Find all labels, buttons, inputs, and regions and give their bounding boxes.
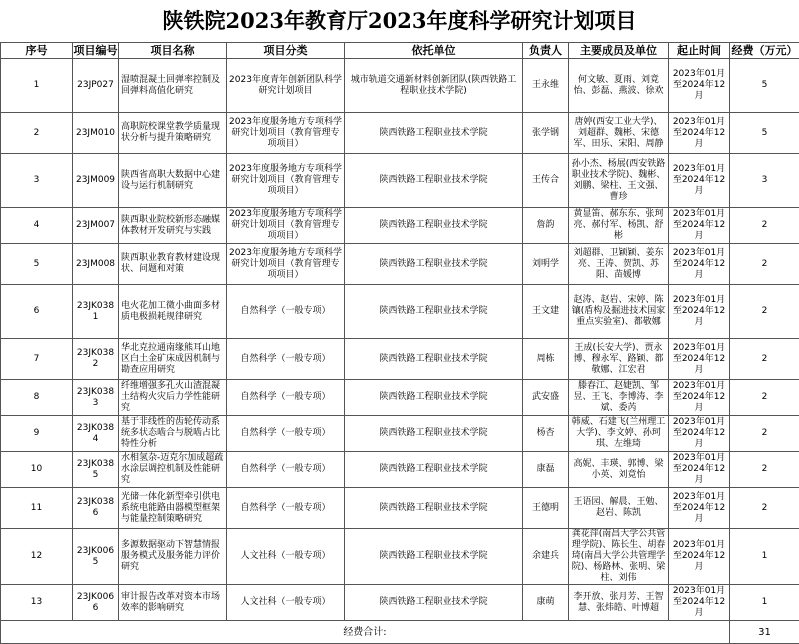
cell-period: 2023年01月至2024年12月 [669,113,730,154]
cell-members: 王语园、解晨、王勉、赵岩、陈凯 [569,488,669,529]
header-code: 项目编号 [73,43,119,59]
cell-period: 2023年01月至2024年12月 [669,339,730,380]
cell-name: 水相氢杂-迈克尔加成超疏水涂层调控机制及性能研究 [119,452,227,488]
cell-code: 23JM009 [73,154,119,208]
cell-name: 纤维增强多孔火山渣混凝土结构火灾后力学性能研究 [119,380,227,416]
cell-leader: 周栋 [523,339,569,380]
cell-members: 何文敏、夏雨、刘竟怡、彭磊、燕波、徐欢 [569,59,669,113]
table-row [1,208,799,244]
cell-period: 2023年01月至2024年12月 [669,416,730,452]
cell-category: 2023年度服务地方专项科学研究计划项目（教育管理专项项目） [227,244,345,285]
cell-leader: 康磊 [523,452,569,488]
cell-members: 孙小杰、杨展(西安铁路职业技术学院)、魏彬、刘鹏、梁柱、王文强、曹珍 [569,154,669,208]
cell-no: 2 [1,113,73,154]
cell-funds: 2 [730,208,799,244]
cell-funds: 2 [730,488,799,529]
cell-category: 自然科学（一般专项） [227,339,345,380]
cell-unit: 陕西铁路工程职业技术学院 [345,416,523,452]
cell-unit: 陕西铁路工程职业技术学院 [345,285,523,339]
cell-funds: 2 [730,416,799,452]
cell-category: 人文社科（一般专项） [227,529,345,585]
cell-unit: 陕西铁路工程职业技术学院 [345,113,523,154]
document-title: 陕铁院2023年教育厅2023年度科学研究计划项目 [0,0,799,42]
cell-no: 12 [1,529,73,585]
cell-leader: 王文建 [523,285,569,339]
cell-funds: 2 [730,380,799,416]
cell-category: 2023年度青年创新团队科学研究计划项目 [227,59,345,113]
cell-code: 23JM007 [73,208,119,244]
header-period: 起止时间 [669,43,730,59]
cell-funds: 2 [730,285,799,339]
cell-no: 10 [1,452,73,488]
table-row [1,113,799,154]
cell-funds: 5 [730,113,799,154]
cell-funds: 1 [730,529,799,585]
cell-name: 审计报告改革对资本市场效率的影响研究 [119,585,227,621]
cell-unit: 陕西铁路工程职业技术学院 [345,339,523,380]
cell-code: 23JK0385 [73,452,119,488]
cell-name: 光储一体化新型牵引供电系统电能路由器模型框架与能量控制策略研究 [119,488,227,529]
cell-period: 2023年01月至2024年12月 [669,452,730,488]
table-row [1,529,799,585]
cell-no: 1 [1,59,73,113]
cell-code: 23JK0066 [73,585,119,621]
cell-code: 23JM010 [73,113,119,154]
cell-no: 4 [1,208,73,244]
table-row [1,59,799,113]
cell-unit: 陕西铁路工程职业技术学院 [345,529,523,585]
cell-unit: 陕西铁路工程职业技术学院 [345,154,523,208]
table-row [1,380,799,416]
cell-category: 自然科学（一般专项） [227,452,345,488]
cell-category: 自然科学（一般专项） [227,416,345,452]
cell-code: 23JK0383 [73,380,119,416]
table-row [1,416,799,452]
cell-no: 11 [1,488,73,529]
header-funds: 经费（万元） [730,43,799,59]
cell-members: 滕春江、赵婕凯、邹昱、王飞、李博涛、李斌、委芮 [569,380,669,416]
cell-period: 2023年01月至2024年12月 [669,154,730,208]
table-header-row [1,43,799,59]
cell-unit: 陕西铁路工程职业技术学院 [345,452,523,488]
cell-leader: 詹韵 [523,208,569,244]
cell-name: 高职院校课堂教学质量现状分析与提升策略研究 [119,113,227,154]
cell-funds: 3 [730,154,799,208]
cell-no: 6 [1,285,73,339]
cell-name: 华北克拉通南缘熊耳山地区白土金矿床成因机制与勘查应用研究 [119,339,227,380]
cell-members: 龚花萍(南昌大学公共管理学院)、陈长生、胡春琦(南昌大学公共管理学院)、杨路林、张明、梁柱、刘伟 [569,529,669,585]
cell-category: 2023年度服务地方专项科学研究计划项目（教育管理专项项目） [227,154,345,208]
header-name: 项目名称 [119,43,227,59]
cell-period: 2023年01月至2024年12月 [669,529,730,585]
table-row [1,452,799,488]
cell-period: 2023年01月至2024年12月 [669,488,730,529]
table-row [1,285,799,339]
cell-name: 湿喷混凝土回弹率控制及回弹料高值化研究 [119,59,227,113]
cell-no: 3 [1,154,73,208]
header-members: 主要成员及单位 [569,43,669,59]
table-row [1,339,799,380]
cell-unit: 陕西铁路工程职业技术学院 [345,208,523,244]
cell-code: 23JK0065 [73,529,119,585]
cell-leader: 张学钢 [523,113,569,154]
cell-no: 8 [1,380,73,416]
header-unit: 依托单位 [345,43,523,59]
cell-leader: 王传合 [523,154,569,208]
cell-category: 人文社科（一般专项） [227,585,345,621]
table-row [1,154,799,208]
cell-name: 电火花加工微小曲面多材质电极损耗规律研究 [119,285,227,339]
cell-leader: 王德明 [523,488,569,529]
cell-members: 韩威、石建飞(兰州理工大学)、李文婷、孙珂琪、左维琦 [569,416,669,452]
cell-period: 2023年01月至2024年12月 [669,244,730,285]
cell-name: 陕西职业院校新形态融媒体教材开发研究与实践 [119,208,227,244]
cell-code: 23JK0386 [73,488,119,529]
cell-unit: 陕西铁路工程职业技术学院 [345,488,523,529]
cell-unit: 陕西铁路工程职业技术学院 [345,380,523,416]
cell-no: 5 [1,244,73,285]
cell-funds: 1 [730,585,799,621]
cell-no: 13 [1,585,73,621]
cell-category: 自然科学（一般专项） [227,380,345,416]
cell-no: 9 [1,416,73,452]
cell-funds: 2 [730,244,799,285]
project-table [0,42,799,644]
cell-members: 赵涛、赵岩、宋婷、陈镶(盾构及掘进技术国家重点实验室)、都敬娜 [569,285,669,339]
cell-category: 自然科学（一般专项） [227,488,345,529]
cell-code: 23JK0381 [73,285,119,339]
cell-code: 23JK0384 [73,416,119,452]
total-row [1,621,799,644]
cell-code: 23JP027 [73,59,119,113]
cell-leader: 刘明学 [523,244,569,285]
table-row [1,244,799,285]
cell-members: 王成(长安大学)、贾永博、穆永军、路颖、都敬娜、江宏君 [569,339,669,380]
cell-name: 基于非线性的齿轮传动系统多状态啮合与脱啮占比特性分析 [119,416,227,452]
cell-funds: 2 [730,339,799,380]
header-no: 序号 [1,43,73,59]
cell-period: 2023年01月至2024年12月 [669,208,730,244]
cell-funds: 2 [730,452,799,488]
header-leader: 负责人 [523,43,569,59]
cell-no: 7 [1,339,73,380]
cell-period: 2023年01月至2024年12月 [669,285,730,339]
table-row [1,585,799,621]
cell-unit: 陕西铁路工程职业技术学院 [345,244,523,285]
cell-name: 陕西职业教育教材建设现状、问题和对策 [119,244,227,285]
cell-category: 2023年度服务地方专项科学研究计划项目（教育管理专项项目） [227,208,345,244]
cell-members: 李开放、张月芳、王智慧、张炜皓、叶博超 [569,585,669,621]
cell-category: 2023年度服务地方专项科学研究计划项目（教育管理专项项目） [227,113,345,154]
cell-leader: 武安盛 [523,380,569,416]
cell-leader: 杨杏 [523,416,569,452]
header-category: 项目分类 [227,43,345,59]
cell-period: 2023年01月至2024年12月 [669,380,730,416]
cell-members: 高妮、丰瑛、郭博、梁小英、刘竟怡 [569,452,669,488]
cell-period: 2023年01月至2024年12月 [669,59,730,113]
cell-members: 唐婷(西安工业大学)、刘超群、魏彬、宋德军、田乐、宋阳、周静 [569,113,669,154]
cell-period: 2023年01月至2024年12月 [669,585,730,621]
cell-category: 自然科学（一般专项） [227,285,345,339]
cell-funds: 5 [730,59,799,113]
cell-unit: 城市轨道交通新材料创新团队(陕西铁路工程职业技术学院) [345,59,523,113]
table-row [1,488,799,529]
cell-name: 陕西省高职大数据中心建设与运行机制研究 [119,154,227,208]
total-value: 31 [730,621,799,644]
cell-leader: 康萌 [523,585,569,621]
cell-name: 多源数据驱动下智慧情报服务模式及服务能力评价研究 [119,529,227,585]
cell-leader: 余建兵 [523,529,569,585]
cell-unit: 陕西铁路工程职业技术学院 [345,585,523,621]
cell-code: 23JM008 [73,244,119,285]
cell-leader: 王永维 [523,59,569,113]
cell-members: 黄显笛、郝东东、张珂亮、郝付军、杨凯、舒彬 [569,208,669,244]
total-label: 经费合计: [1,621,730,644]
cell-code: 23JK0382 [73,339,119,380]
cell-members: 刘超群、卫颖颖、姜东亮、王涛、贺凯、苏阳、苗媛博 [569,244,669,285]
